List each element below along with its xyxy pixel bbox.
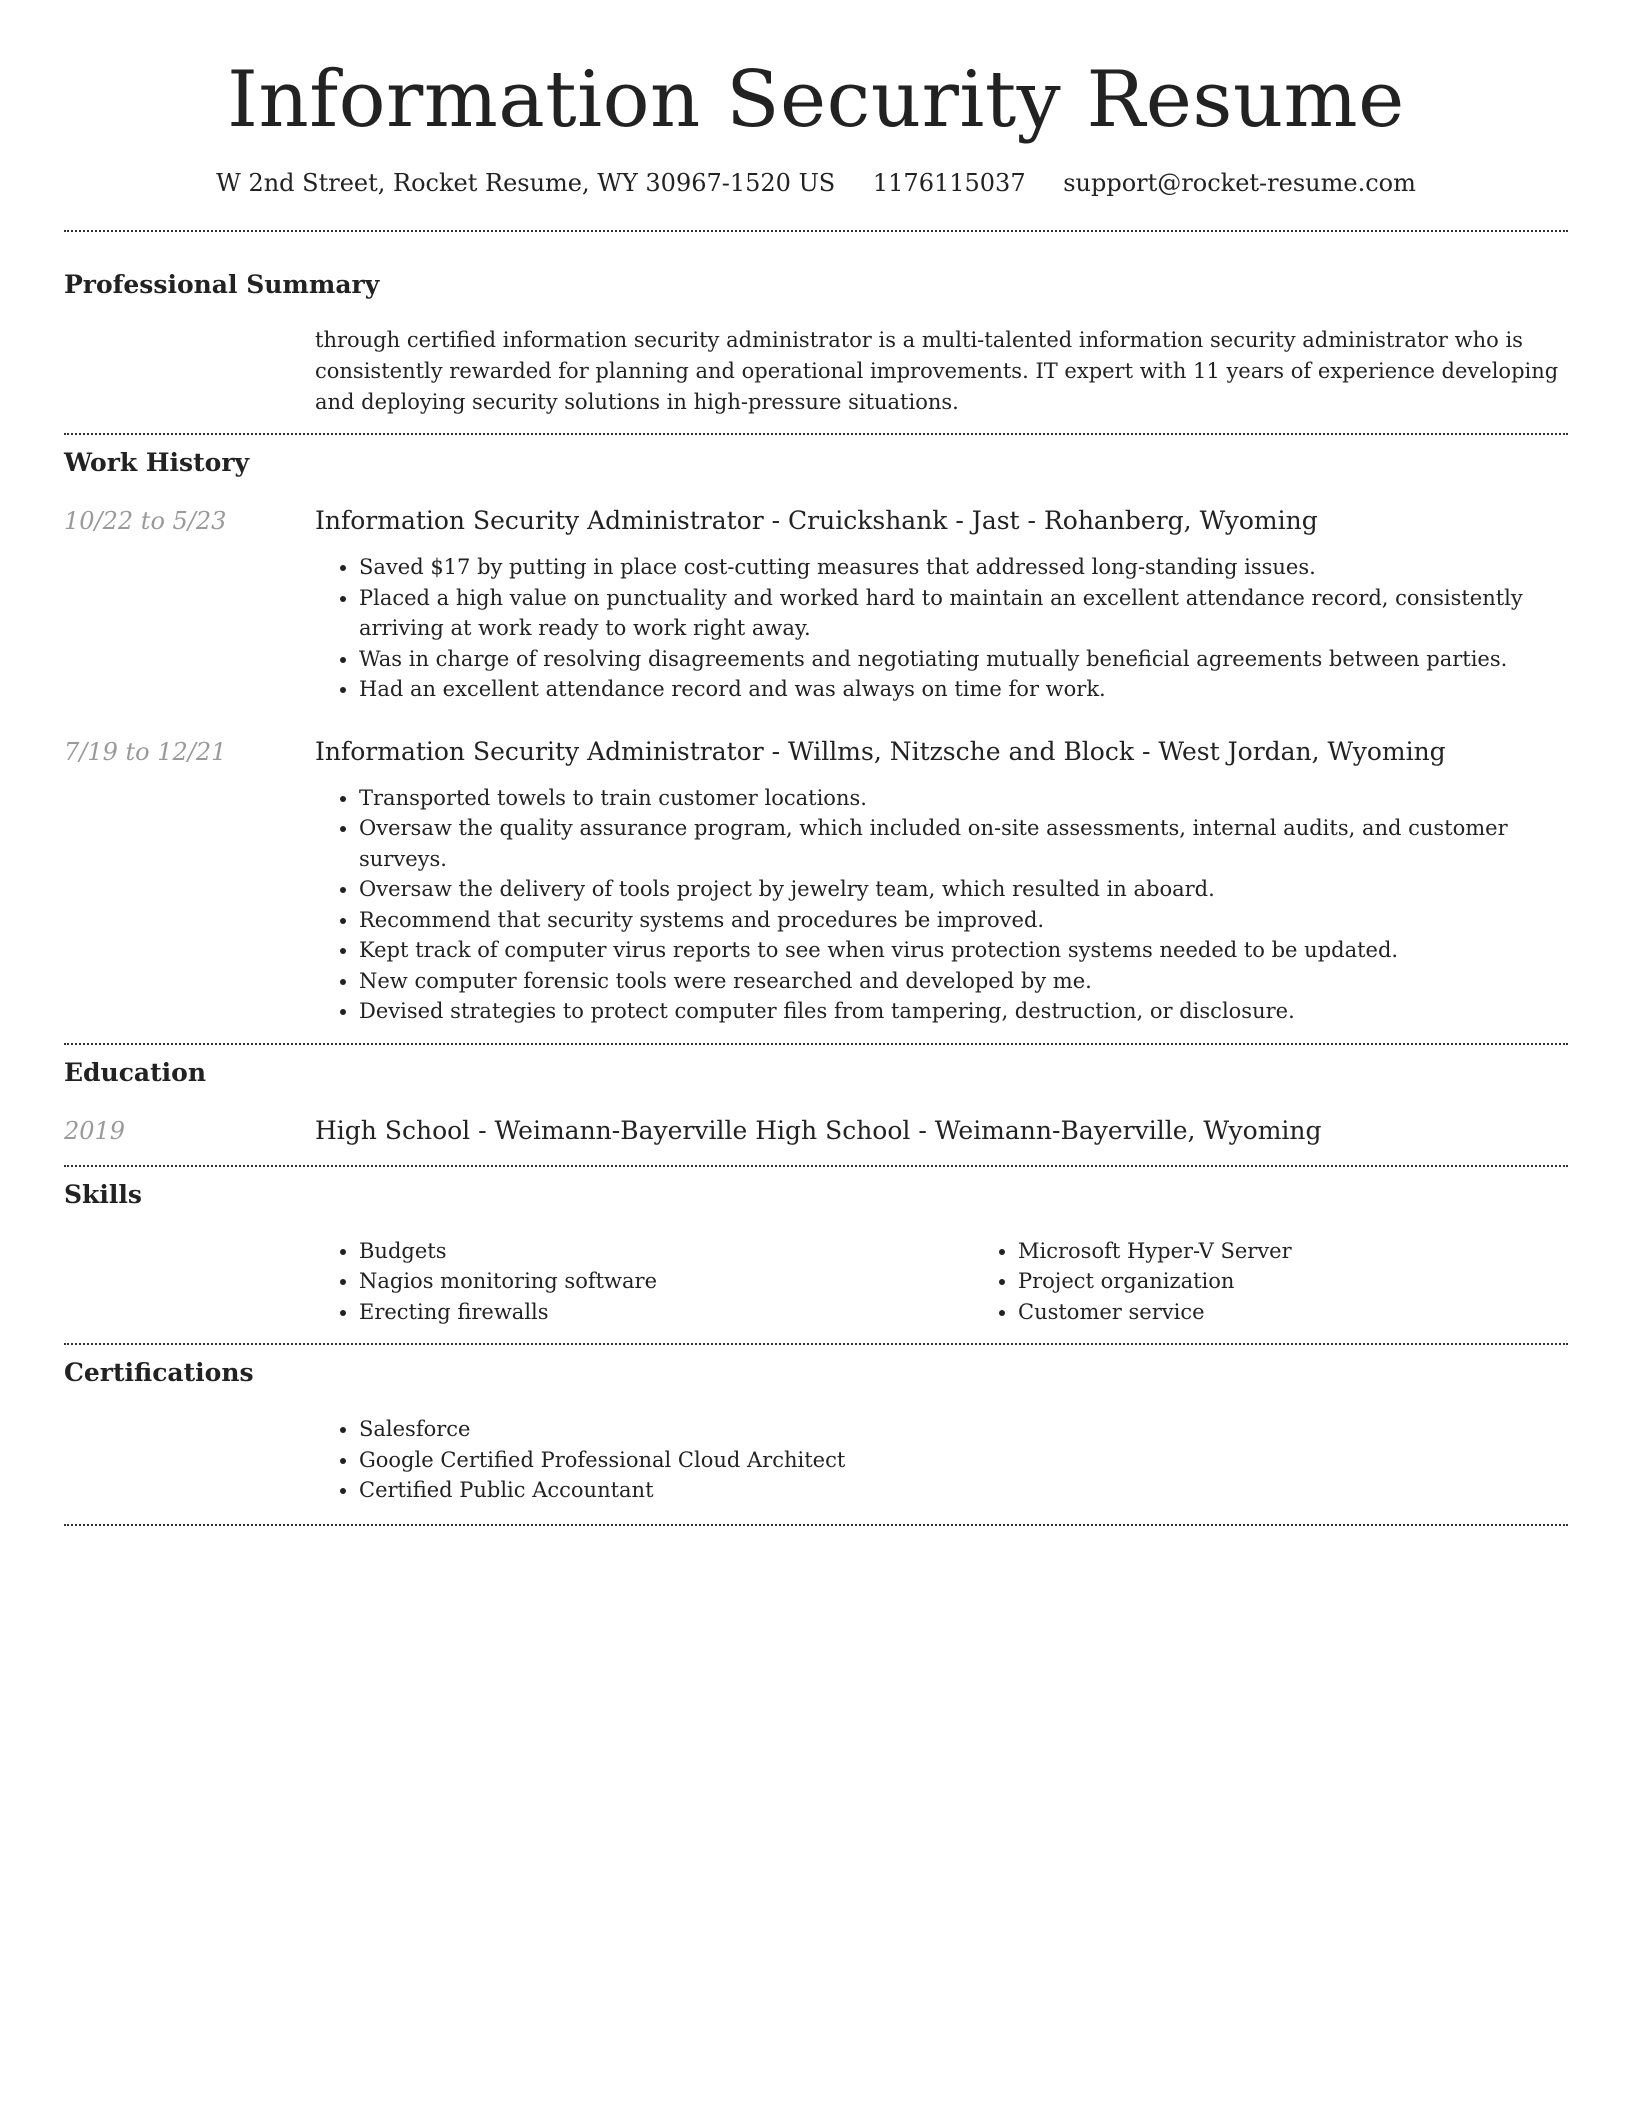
- list-item: • Saved $17 by putting in place cost-cutting measures that addressed long-standing issues.: [359, 552, 1568, 583]
- section-title-education: Education: [64, 1057, 207, 1087]
- list-item: • New computer forensic tools were researched and developed by me.: [359, 966, 1568, 997]
- skills-column-2: [974, 1236, 1632, 1328]
- address: W 2nd Street, Rocket Resume, WY 30967-1520 US: [216, 169, 836, 197]
- list-item: • Had an excellent attendance record and was always on time for work.: [359, 674, 1568, 705]
- education-heading: High School - Weimann-Bayerville High School - Weimann-Bayerville, Wyoming: [315, 1115, 1322, 1145]
- job-heading: Information Security Administrator - Cruickshank - Jast - Rohanberg, Wyoming: [315, 506, 1318, 535]
- skill-item: • Nagios monitoring software: [359, 1266, 974, 1297]
- list-item: • Oversaw the delivery of tools project by jewelry team, which resulted in aboard.: [359, 874, 1568, 905]
- skills-section: [64, 1167, 1568, 1328]
- job-dates: 7/19 to 12/21: [64, 737, 227, 766]
- resume-title: Information Security Resume: [227, 55, 1405, 145]
- job-dates: 10/22 to 5/23: [64, 507, 227, 535]
- skill-item: • Customer service: [1018, 1297, 1632, 1328]
- list-item: • Transported towels to train customer locations.: [359, 783, 1568, 814]
- job-heading: Information Security Administrator - Willms, Nitzsche and Block - West Jordan, Wyoming: [315, 736, 1446, 766]
- skill-item: • Erecting firewalls: [359, 1297, 974, 1328]
- certifications-list: [315, 1414, 1568, 1506]
- skills-column-1: [315, 1236, 974, 1328]
- education-entry: [64, 1114, 1568, 1148]
- list-item: • Devised strategies to protect computer files from tampering, destruction, or disclosure.: [359, 996, 1568, 1027]
- education-year: 2019: [64, 1116, 126, 1145]
- list-item: • Recommend that security systems and procedures be improved.: [359, 905, 1568, 936]
- certifications-section: [64, 1345, 1568, 1506]
- skill-item: • Project organization: [1018, 1266, 1632, 1297]
- work-section: [64, 435, 1568, 1027]
- education-section: [64, 1045, 1568, 1148]
- contact-line: [64, 166, 1568, 200]
- skill-item: • Budgets: [359, 1236, 974, 1267]
- list-item: • Placed a high value on punctuality and worked hard to maintain an excellent attendance record, consistently arriving at work ready to work right away.: [359, 583, 1568, 644]
- summary-section: [64, 232, 1568, 418]
- section-title-summary: Professional Summary: [64, 270, 380, 299]
- job-entry: [64, 504, 1568, 705]
- phone: 1176115037: [872, 169, 1026, 197]
- section-title-skills: Skills: [64, 1179, 142, 1209]
- list-item: • Kept track of computer virus reports to see when virus protection systems needed to be updated.: [359, 935, 1568, 966]
- skills-grid: [315, 1236, 1632, 1328]
- resume-page: [64, 0, 1568, 1526]
- email: support@rocket-resume.com: [1063, 169, 1416, 197]
- certification-item: • Certified Public Accountant: [359, 1475, 1568, 1506]
- job-bullets: [315, 552, 1568, 705]
- certification-item: • Salesforce: [359, 1414, 1568, 1445]
- certification-item: • Google Certified Professional Cloud Architect: [359, 1445, 1568, 1476]
- list-item: • Was in charge of resolving disagreements and negotiating mutually beneficial agreements between parties.: [359, 644, 1568, 675]
- skill-item: • Microsoft Hyper-V Server: [1018, 1236, 1632, 1267]
- job-bullets: [315, 783, 1568, 1027]
- section-title-certifications: Certifications: [64, 1358, 254, 1387]
- section-title-work: Work History: [64, 448, 250, 477]
- summary-text: through certified information security administrator is a multi-talented information security administrator who is consistently rewarded for planning and operational improvements. IT expert with 11 years of experience developing and deploying security solutions in high-pressure situations.: [315, 328, 1559, 414]
- list-item: • Oversaw the quality assurance program, which included on-site assessments, internal audits, and customer surveys.: [359, 813, 1568, 874]
- job-entry: [64, 735, 1568, 1027]
- divider: [64, 1524, 1568, 1526]
